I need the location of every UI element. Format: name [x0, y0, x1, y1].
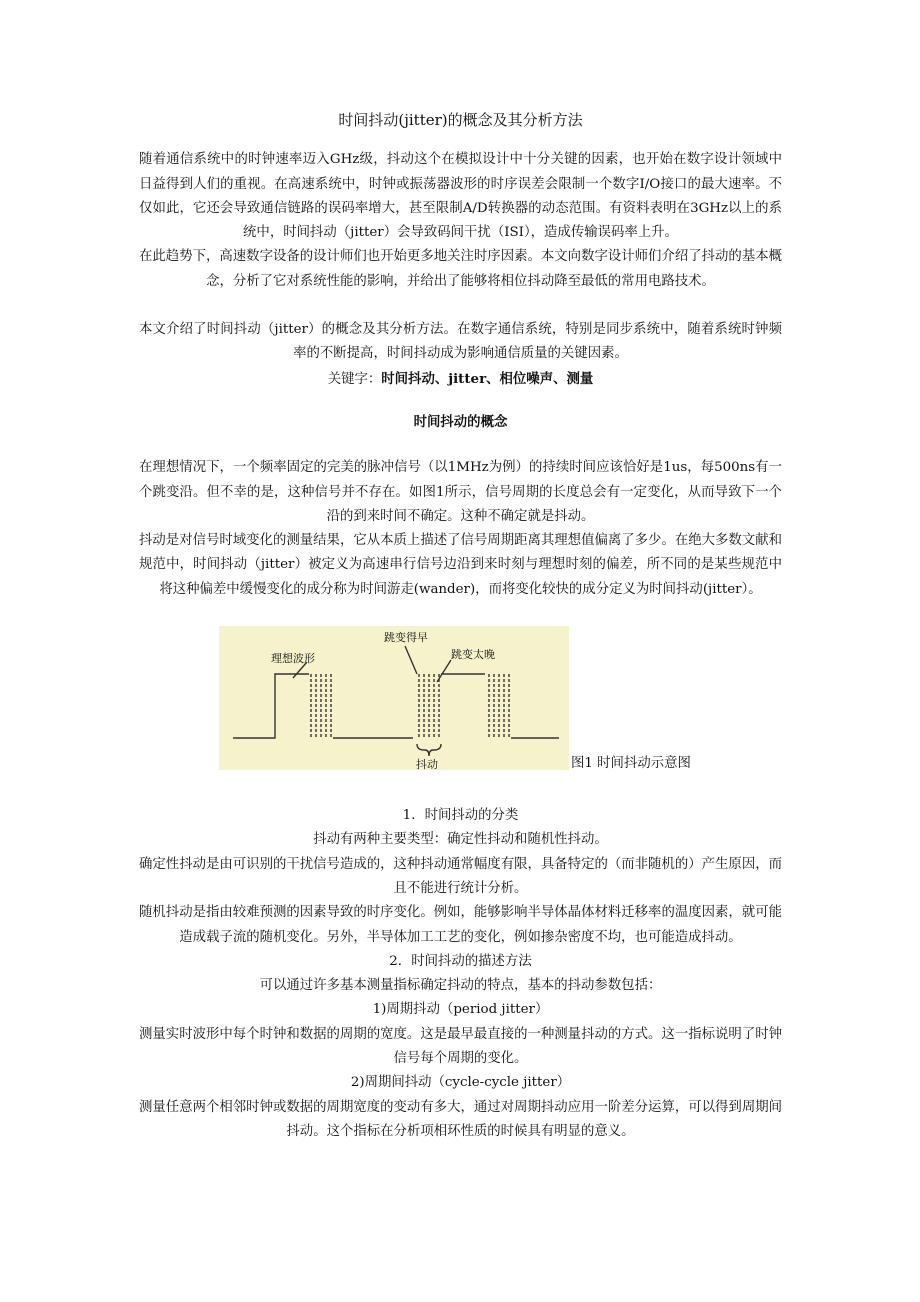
early-edge-label: 跳变得早 — [384, 631, 428, 645]
list-heading: 2)周期间抖动（cycle-cycle jitter） — [350, 1075, 571, 1091]
intro-paragraph: 随着通信系统中的时钟速率迈入GHz级，抖动这个在模拟设计中十分关键的因素，也开始在数字设计领域中日益得到人们的重视。在高速系统中，时钟或振荡器波形的时序误差会限制一个数字I/O接口的最大速率。不仅如此，它还会导致通信链路的误码率增大，甚至限制A/D转换器的动态范围。有资料表明在3GHz以上的系统中，时间抖动（jitter）会导致码间干扰（ISI），造成传输误码率上升。 — [139, 152, 782, 241]
keywords-label: 关键字： — [327, 371, 382, 387]
edge-bundle-1 — [311, 674, 331, 738]
keywords-value: 时间抖动、jitter、相位噪声、测量 — [381, 370, 594, 387]
early-pointer — [405, 646, 417, 674]
jitter-brace — [417, 744, 441, 756]
jitter-figure — [219, 626, 569, 770]
keywords-line — [139, 367, 782, 392]
document-body — [139, 108, 782, 1144]
subsection-heading: 1．时间抖动的分类 — [402, 808, 519, 824]
list-heading: 1)周期抖动（period jitter） — [372, 1002, 549, 1018]
late-edge-label: 跳变太晚 — [451, 648, 495, 662]
body-paragraph: 测量实时波形中每个时钟和数据的周期的宽度。这是最早最直接的一种测量抖动的方式。这一指标说明了时钟信号每个周期的变化。 — [139, 1026, 782, 1067]
body-paragraph: 抖动有两种主要类型：确定性抖动和随机性抖动。 — [313, 832, 608, 848]
jitter-waveform-diagram — [219, 626, 569, 770]
document-title: 时间抖动(jitter)的概念及其分析方法 — [338, 111, 583, 129]
late-pointer — [437, 660, 451, 682]
abstract-paragraph: 本文介绍了时间抖动（jitter）的概念及其分析方法。在数字通信系统，特别是同步系统中，随着系统时钟频率的不断提高，时间抖动成为影响通信质量的关键因素。 — [139, 322, 782, 362]
ideal-waveform-label: 理想波形 — [271, 652, 315, 666]
subsection-heading: 2．时间抖动的描述方法 — [389, 953, 532, 969]
edge-bundle-3 — [489, 674, 509, 738]
body-paragraph: 抖动是对信号时域变化的测量结果，它从本质上描述了信号周期距离其理想值偏离了多少。在绝大多数文献和规范中，时间抖动（jitter）被定义为高速串行信号边沿到来时刻与理想时刻的偏差，所不同的是某些规范中将这种偏差中缓慢变化的成分称为时间游走(wander)，而将变化较快的成分定义为时间抖动(jitter）。 — [139, 533, 782, 597]
intro-paragraph: 在此趋势下，高速数字设备的设计师们也开始更多地关注时序因素。本文向数字设计师们介绍了抖动的基本概念，分析了它对系统性能的影响，并给出了能够将相位抖动降至最低的常用电路技术。 — [139, 249, 782, 289]
body-paragraph: 在理想情况下，一个频率固定的完美的脉冲信号（以1MHz为例）的持续时间应该恰好是1us，每500ns有一个跳变沿。但不幸的是，这种信号并不存在。如图1所示，信号周期的长度总会有一定变化，从而导致下一个沿的到来时间不确定。这种不确定就是抖动。 — [139, 460, 782, 524]
body-paragraph: 可以通过许多基本测量指标确定抖动的特点，基本的抖动参数包括： — [259, 978, 662, 994]
section-heading: 时间抖动的概念 — [413, 413, 508, 430]
ideal-waveform-line — [233, 674, 309, 738]
body-paragraph: 随机抖动是指由较难预测的因素导致的时序变化。例如，能够影响半导体晶体材料迁移率的温度因素，就可能造成载子流的随机变化。另外，半导体加工工艺的变化，例如掺杂密度不均，也可能造成抖动。 — [139, 905, 782, 945]
body-paragraph: 确定性抖动是由可识别的干扰信号造成的，这种抖动通常幅度有限，具备特定的（而非随机的）产生原因，而且不能进行统计分析。 — [139, 856, 782, 896]
figure-caption: 图1 时间抖动示意图 — [571, 756, 691, 772]
body-paragraph: 测量任意两个相邻时钟或数据的周期宽度的变动有多大，通过对周期抖动应用一阶差分运算，可以得到周期间抖动。这个指标在分析项相环性质的时候具有明显的意义。 — [139, 1099, 782, 1139]
edge-bundle-2 — [419, 674, 439, 738]
figure-row — [139, 626, 782, 776]
jitter-label: 抖动 — [416, 758, 438, 771]
